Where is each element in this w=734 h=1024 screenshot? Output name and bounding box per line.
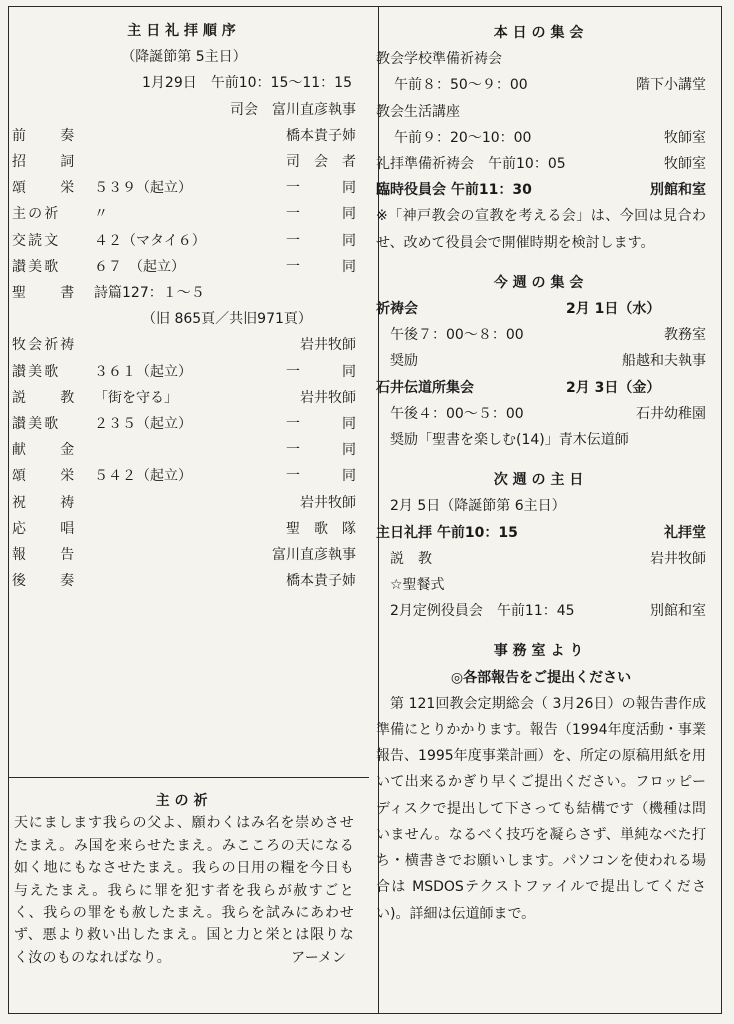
worship-item-label: 献 金 <box>12 442 77 459</box>
meeting-speaker: 船越和夫執事 <box>622 353 706 370</box>
worship-item-detail <box>94 149 286 175</box>
today-title: 本日の集会 <box>493 25 589 41</box>
worship-item-person: 一 同 <box>286 206 356 223</box>
worship-item-person: 一 同 <box>286 416 356 433</box>
worship-item-detail: 詩篇127：１〜５ <box>94 285 205 302</box>
worship-item-detail <box>94 332 300 358</box>
worship-item <box>12 385 356 411</box>
worship-presider: 司会 富川直彦執事 <box>230 101 356 118</box>
board-meeting: 2月定例役員会 午前11：45 <box>390 603 575 620</box>
worship-item-person: 一 同 <box>286 363 356 380</box>
this-week-title: 今週の集会 <box>493 274 589 291</box>
worship-item-detail: 「街を守る」 <box>94 389 178 406</box>
worship-item-label: 交読文 <box>12 232 61 249</box>
next-preacher: 岩井牧師 <box>650 550 706 567</box>
worship-item-person: 一 同 <box>286 232 356 249</box>
worship-item <box>12 568 356 594</box>
today-line: 礼拝準備祈祷会 午前10：05 <box>376 156 566 173</box>
worship-item-person: 橋本貴子姉 <box>286 127 356 144</box>
meeting-place: 教務室 <box>664 327 706 344</box>
worship-item <box>12 201 356 227</box>
today-place: 牧師室 <box>664 156 706 173</box>
worship-item-detail <box>94 516 286 542</box>
worship-item-label: 讃美歌 <box>12 416 61 433</box>
lords-prayer <box>14 790 354 970</box>
worship-title: 主日礼拝順序 <box>127 23 241 39</box>
worship-item-label: 祝 祷 <box>12 494 77 511</box>
worship-item-detail: ４２（マタイ６） <box>94 232 206 249</box>
worship-item-person: 一 同 <box>286 180 356 197</box>
next-service-place: 礼拝堂 <box>664 524 706 541</box>
prayer-text: 天にまします我らの父よ、願わくはみ名を崇めさせたまえ。み国を来らせたまえ。みこころの天になる如く地にもなさせたまえ。我らの日用の糧を今日も与えたまえ。我らに罪を犯す者を我らが赦すごとく、我らの罪をも赦したまえ。我らを試みにあわせず、悪より救い出したまえ。国と力と栄とは限りなく汝のものなればなり。 <box>14 815 354 966</box>
worship-item-person: 聖 歌 隊 <box>286 520 356 537</box>
worship-item-detail: ３６１（起立） <box>94 363 192 380</box>
worship-item-detail: ５４２（起立） <box>94 468 192 485</box>
today-place: 別館和室 <box>650 182 706 199</box>
worship-item <box>12 254 356 280</box>
today-place: 階下小講堂 <box>636 77 706 94</box>
worship-item <box>12 228 356 254</box>
meeting-place: 石井幼稚園 <box>636 405 706 422</box>
worship-item-detail: 〃 <box>94 206 108 223</box>
next-week-title: 次週の主日 <box>493 472 589 489</box>
communion-note: ☆聖餐式 <box>390 577 445 594</box>
today-place: 牧師室 <box>664 129 706 146</box>
worship-item-label: 頌 栄 <box>12 180 77 197</box>
worship-item <box>12 123 356 149</box>
worship-item <box>12 359 356 385</box>
worship-item-person: 岩井牧師 <box>300 389 356 406</box>
worship-item-person: 司 会 者 <box>286 154 356 171</box>
worship-item <box>12 411 356 437</box>
worship-item-label: 招 詞 <box>12 154 77 171</box>
worship-item-label: 前 奏 <box>12 127 77 144</box>
worship-item-label: 讃美歌 <box>12 363 61 380</box>
worship-item-detail <box>94 490 300 516</box>
meeting-name: 祈祷会 <box>376 301 418 318</box>
worship-item-detail: ６７ （起立） <box>94 258 185 275</box>
worship-item-detail: （旧 865頁／共旧971頁） <box>142 311 312 328</box>
today-time: 午前８：50〜９：00 <box>394 77 528 94</box>
next-sermon-label: 説 教 <box>390 550 432 567</box>
worship-item-person: 一 同 <box>286 468 356 485</box>
office-title: 事務室より <box>493 643 589 660</box>
today-line: 臨時役員会 午前11：30 <box>376 182 532 199</box>
worship-date-time: 1月29日 午前10：15〜11：15 <box>142 75 352 92</box>
worship-item <box>12 516 356 542</box>
worship-item-person: 富川直彦執事 <box>272 547 356 564</box>
worship-item-detail <box>94 542 272 568</box>
today-line: 教会生活講座 <box>376 103 460 120</box>
worship-item-label <box>12 306 142 332</box>
worship-item-detail: ２３５（起立） <box>94 416 192 433</box>
worship-item-label: 応 唱 <box>12 520 77 537</box>
next-service: 主日礼拝 午前10：15 <box>376 524 518 541</box>
worship-item-label: 聖 書 <box>12 285 77 302</box>
office-text: 第 121回教会定期総会（ 3月26日）の報告書作成準備にとりかかります。報告（1994年度活動・事業報告、1995年度事業計画）を、所定の原稿用紙を用いて出来るかぎり早くご提出ください。フロッピーディスクで提出して下さっても結構です（機種は問いません。なるべく技巧を凝らさず、単純なべた打ち・横書きでお願いします。パソコンを使われる場合は MSDOSテクストファイルで提出してください)。詳細は伝道師まで。 <box>376 695 706 922</box>
worship-item-person: 一 同 <box>286 258 356 275</box>
today-time: 午前９：20〜10：00 <box>394 129 532 146</box>
worship-item <box>12 175 356 201</box>
meeting-date: 2月 3日（金） <box>566 379 661 396</box>
worship-item-person: 一 同 <box>286 442 356 459</box>
next-week-date: 2月 5日（降誕節第 6主日） <box>390 498 566 515</box>
worship-item-label: 頌 栄 <box>12 468 77 485</box>
worship-items <box>12 123 356 595</box>
office-subtitle: ◎各部報告をご提出ください <box>450 669 632 686</box>
worship-item-detail <box>94 437 286 463</box>
today-note: ※「神戸教会の宣教を考える会」は、今回は見合わせ、改めて役員会で開催時期を検討します。 <box>376 208 706 251</box>
today-line: 教会学校準備祈祷会 <box>376 51 502 68</box>
board-meeting-place: 別館和室 <box>650 603 706 620</box>
worship-order <box>12 18 356 594</box>
worship-item <box>12 306 356 332</box>
announcements <box>376 20 706 927</box>
worship-item-person: 橋本貴子姉 <box>286 573 356 590</box>
worship-item <box>12 542 356 568</box>
worship-item-detail: ５３９（起立） <box>94 180 192 197</box>
worship-item-label: 讃美歌 <box>12 258 61 275</box>
meeting-name: 石井伝道所集会 <box>376 379 474 396</box>
meeting-time: 午後７：00〜８：00 <box>390 327 524 344</box>
worship-item-label: 主の祈 <box>12 206 61 223</box>
worship-item-person: 岩井牧師 <box>300 337 356 354</box>
worship-item <box>12 490 356 516</box>
prayer-title: 主の祈 <box>155 793 213 809</box>
worship-subtitle: （降誕節第 5主日） <box>121 49 247 66</box>
worship-item-label: 説 教 <box>12 389 77 406</box>
worship-item-label: 牧会祈祷 <box>12 337 77 354</box>
worship-item <box>12 332 356 358</box>
worship-item <box>12 149 356 175</box>
meeting-time: 午後４：00〜５：00 <box>390 405 524 422</box>
meeting-date: 2月 1日（水） <box>566 301 661 318</box>
prayer-amen: アーメン <box>291 950 346 967</box>
worship-item-person: 岩井牧師 <box>300 494 356 511</box>
meeting-speaker: 奨励「聖書を楽しむ(14)」青木伝道師 <box>390 432 629 449</box>
worship-item-detail <box>94 568 286 594</box>
worship-item-label: 後 奏 <box>12 573 77 590</box>
worship-item <box>12 463 356 489</box>
worship-item-detail <box>94 123 286 149</box>
worship-item <box>12 437 356 463</box>
meeting-label: 奨励 <box>390 353 418 370</box>
prayer-divider <box>9 777 369 778</box>
worship-item-label: 報 告 <box>12 547 77 564</box>
worship-item <box>12 280 356 306</box>
